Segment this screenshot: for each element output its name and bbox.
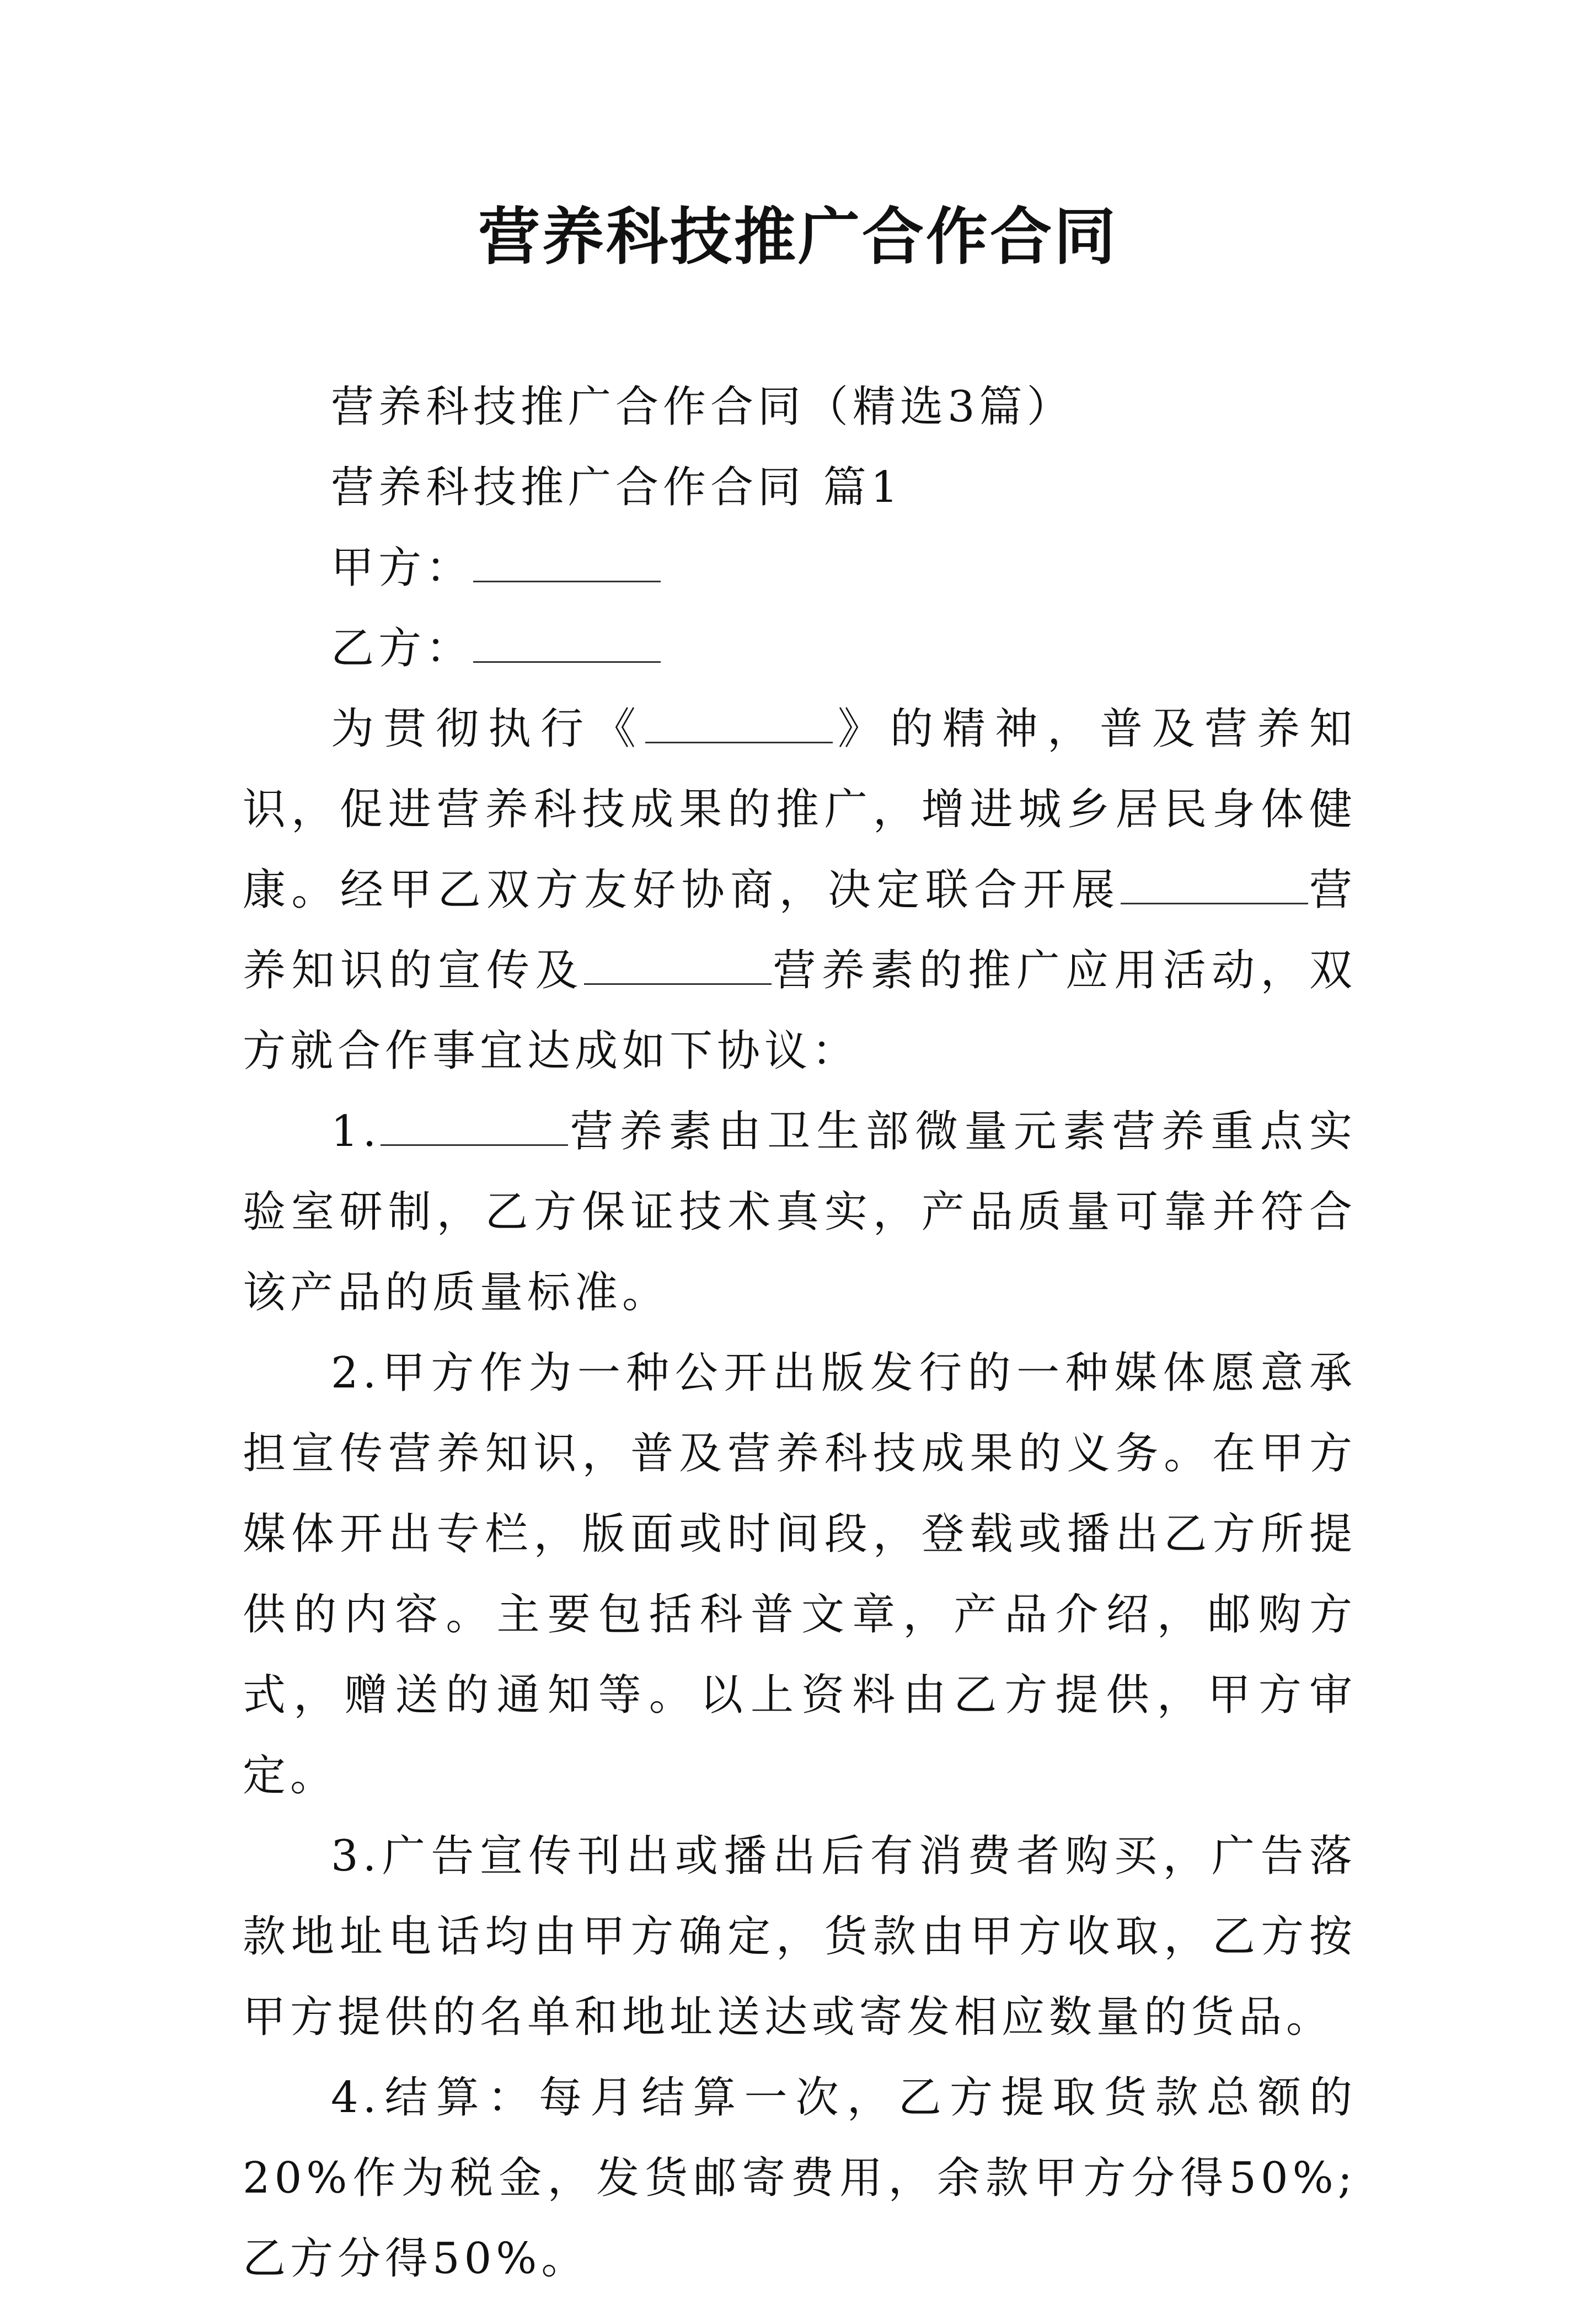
knowledge-blank xyxy=(1121,864,1308,904)
nutrient-blank xyxy=(584,945,772,985)
intro-part3: 营养知识的宣传及 xyxy=(243,865,1357,995)
party-a-label: 甲方： xyxy=(331,543,474,593)
party-b-label: 乙方： xyxy=(331,624,474,673)
clause-1-blank xyxy=(381,1106,568,1146)
clause-1-text: 营养素由卫生部微量元素营养重点实验室研制，乙方保证技术真实，产品质量可靠并符合该产品的质量标准。 xyxy=(243,1107,1357,1317)
party-a-blank xyxy=(473,542,661,582)
document-title: 营养科技推广合作合同 xyxy=(478,201,1118,273)
clause-1 xyxy=(243,1091,1357,1333)
party-b-line xyxy=(243,608,1357,689)
party-b-blank xyxy=(473,623,661,663)
intro-part1: 为贯彻执行《 xyxy=(331,704,645,754)
clause-4: 4.结算：每月结算一次，乙方提取货款总额的20%作为税金，发货邮寄费用，余款甲方分得50%;乙方分得50%。 xyxy=(243,2073,1357,2284)
clause-3: 3.广告宣传刊出或播出后有消费者购买，广告落款地址电话均由甲方确定，货款由甲方收取，乙方按甲方提供的名单和地址送达或寄发相应数量的货品。 xyxy=(243,1831,1357,2042)
document-body xyxy=(243,367,1357,2299)
intro-paragraph xyxy=(243,689,1357,1091)
law-name-blank xyxy=(645,703,833,743)
clause-2: 2.甲方作为一种公开出版发行的一种媒体愿意承担宣传营养知识，普及营养科技成果的义务。在甲方媒体开出专栏，版面或时间段，登载或播出乙方所提供的内容。主要包括科普文章，产品介绍，邮购方式，赠送的通知等。以上资料由乙方提供，甲方审定。 xyxy=(243,1348,1357,1800)
clause-1-prefix: 1. xyxy=(331,1107,381,1156)
intro-part4: 营养素的推广应用活动，双方就合作事宜达成如下协议： xyxy=(243,946,1357,1076)
intro-part2: 》的精神，普及营养知识，促进营养科技成果的推广，增进城乡居民身体健康。经甲乙双方友好协商，决定联合开展 xyxy=(243,704,1357,915)
party-a-line xyxy=(243,528,1357,608)
section-heading: 营养科技推广合作合同 篇1 xyxy=(331,463,903,512)
subtitle: 营养科技推广合作合同（精选3篇） xyxy=(331,382,1074,432)
